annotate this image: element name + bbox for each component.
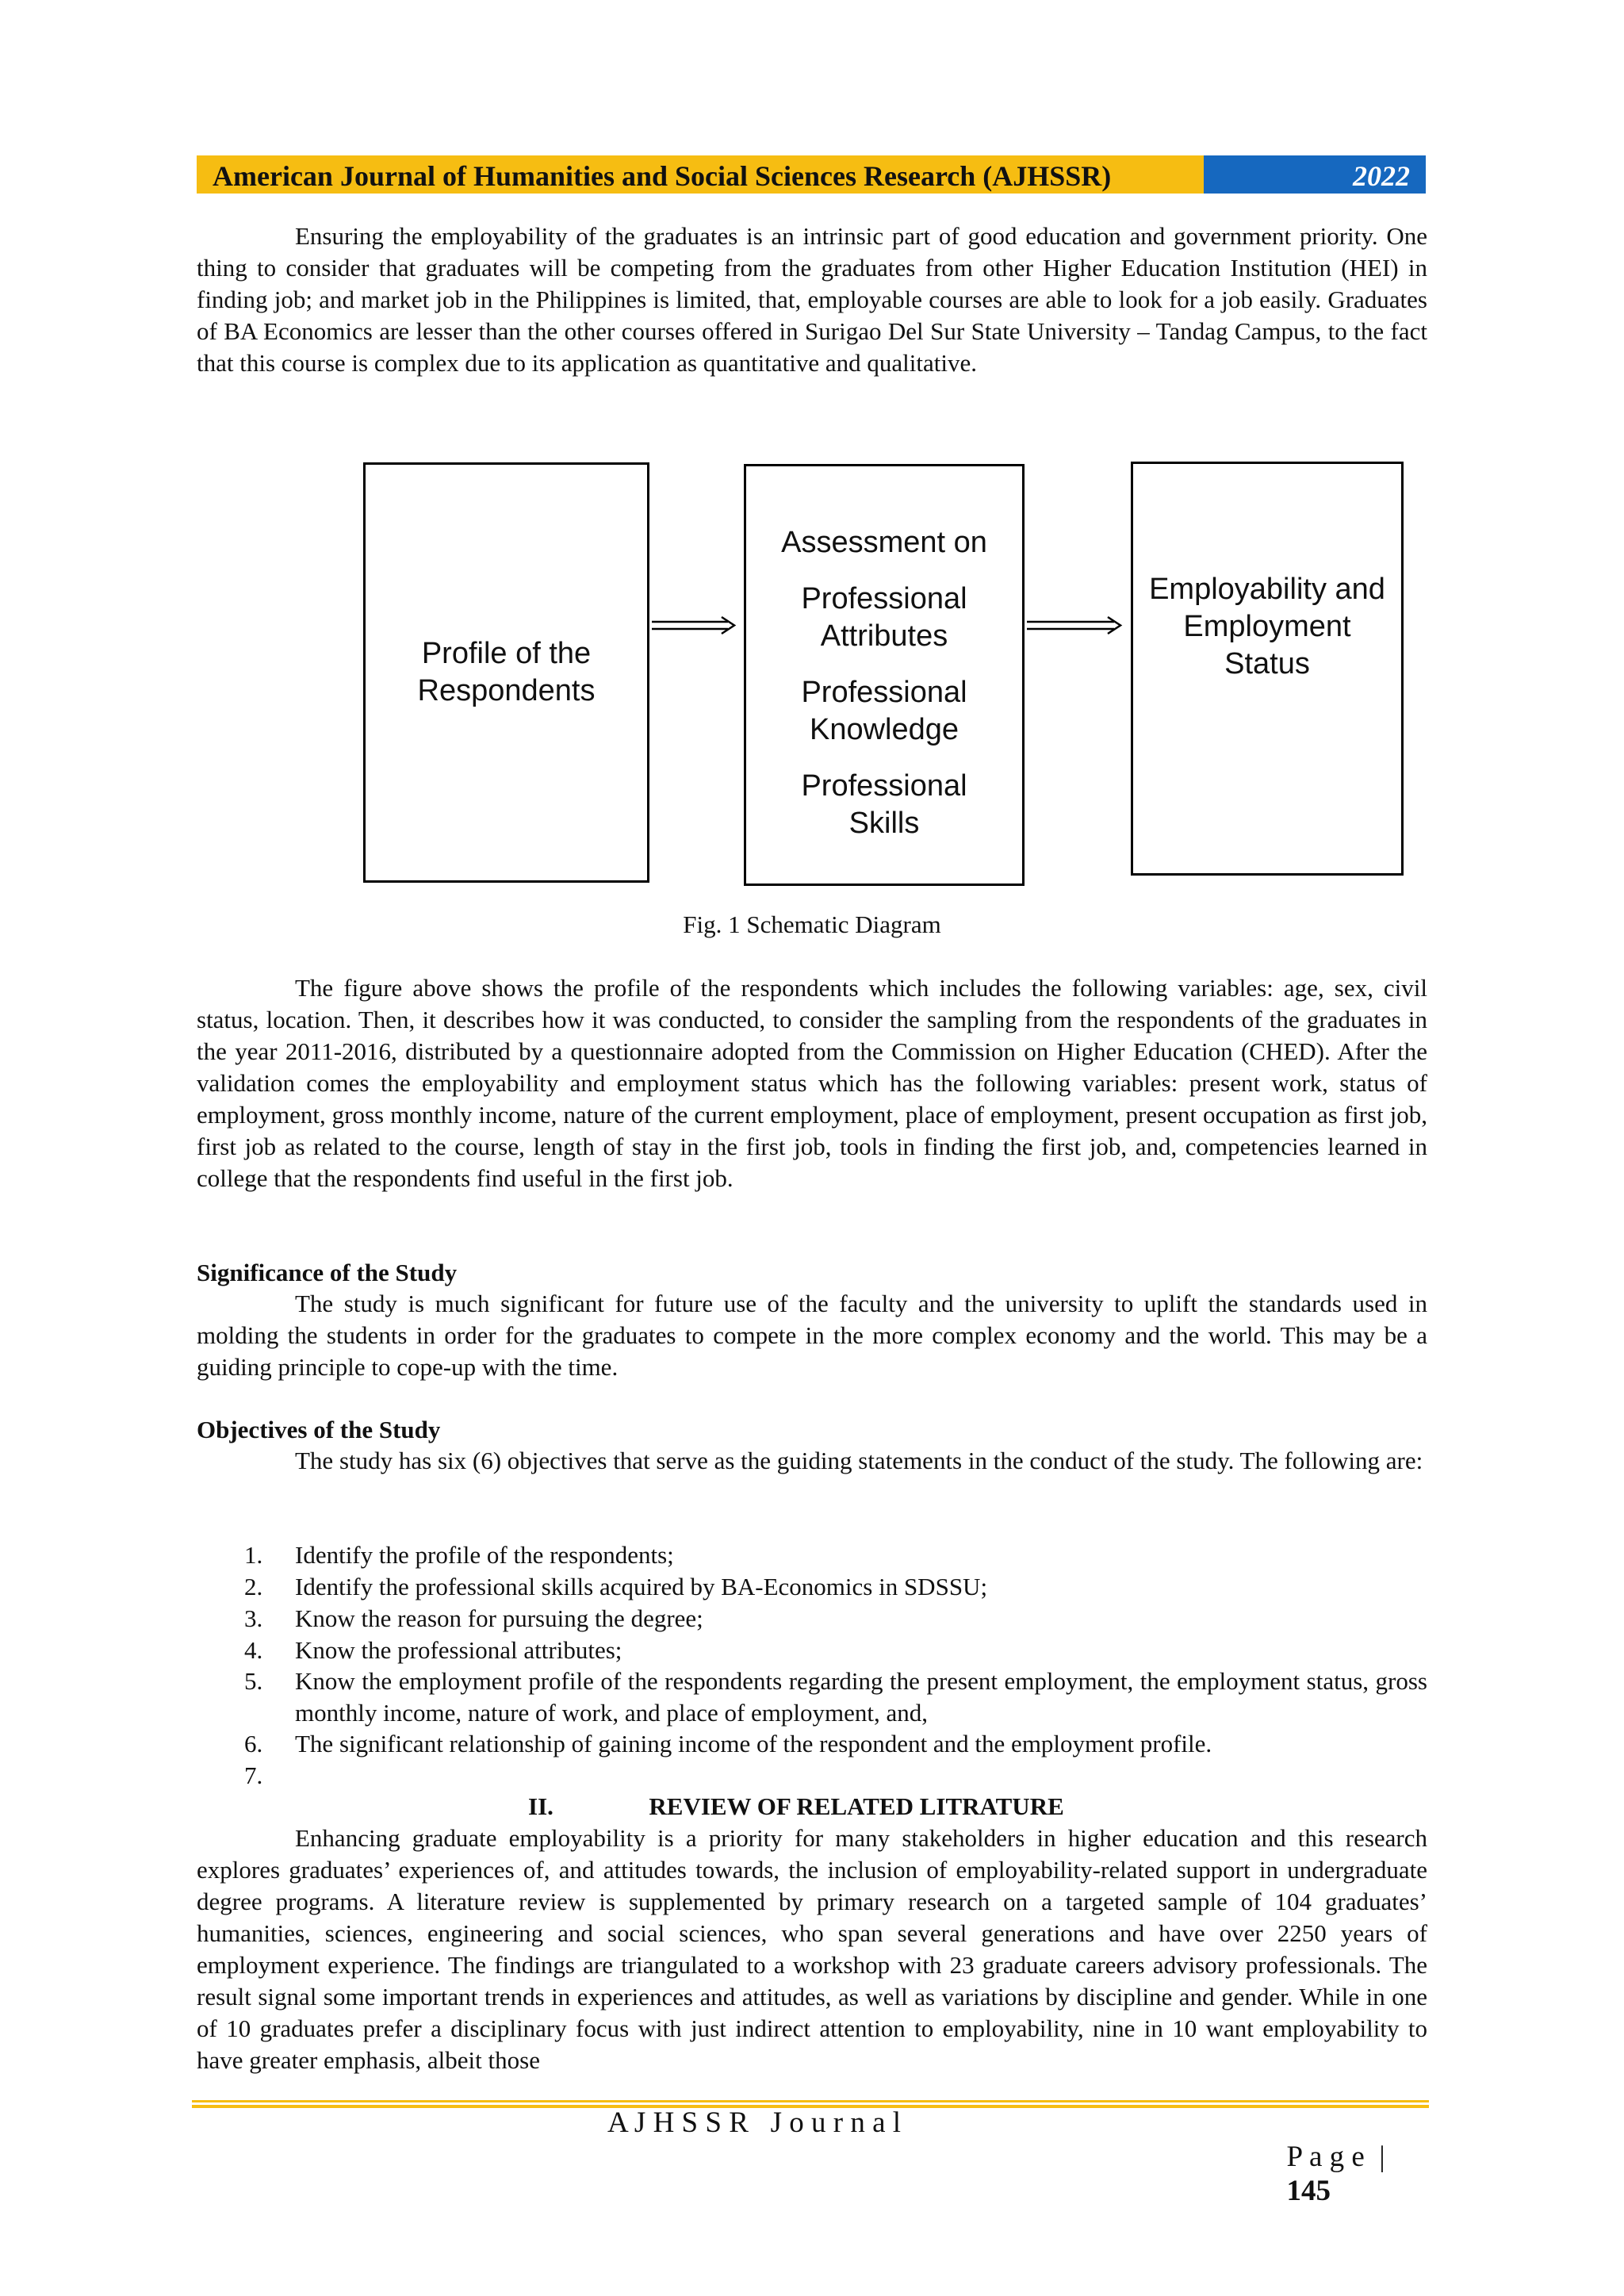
page-number: 145	[1286, 2175, 1331, 2207]
footer-page-label: P a g e |	[1286, 2141, 1385, 2173]
list-item-number: 2.	[244, 1573, 263, 1600]
diagram-box-profile	[363, 462, 649, 883]
list-item-text: Identify the profile of the respondents;	[295, 1541, 674, 1569]
figure-caption: Fig. 1 Schematic Diagram	[683, 910, 941, 938]
list-item-number: 1.	[244, 1541, 263, 1569]
list-item-number: 4.	[244, 1636, 263, 1664]
list-item-number: 7.	[244, 1761, 263, 1789]
objectives-paragraph: The study has six (6) objectives that serve as the guiding statements in the conduct of the study. The following are:	[295, 1447, 1423, 1474]
list-item-text: Know the employment profile of the respondents regarding the present employment, the employment status, gross monthly income, nature of work, and place of employment, and,	[295, 1667, 1427, 1727]
box-assessment-heading: Assessment on	[781, 525, 987, 559]
footer-page	[1272, 2106, 1385, 2208]
diagram-box-employability	[1131, 462, 1404, 876]
schematic-diagram	[0, 0, 1624, 896]
box-assessment-item-attributes: Professional Attributes	[801, 581, 967, 653]
section-heading	[528, 1791, 1064, 1823]
list-item-text: Know the reason for pursuing the degree;	[295, 1604, 703, 1632]
list-item-number: 3.	[244, 1604, 263, 1632]
publication-year: 2022	[1353, 160, 1410, 192]
diagram-box-assessment	[744, 464, 1025, 886]
footer-journal-name: A J H S S R J o u r n a l	[607, 2106, 902, 2139]
arrow-right-icon	[1025, 614, 1125, 638]
list-item-number: 5.	[244, 1667, 263, 1695]
figure-explanation-paragraph: The figure above shows the profile of the respondents which includes the following variables: age, sex, civil status, location. Then, it describes how it was conducted, to consider the sampling from the respondents of the graduates in the year 2011-2016, distributed by a questionnaire adopted from the Commission on Higher Education (CHED). After the validation comes the employability and employment status which has the following variables: present work, status of employment, gross monthly income, nature of the current employment, place of employment, present occupation as first job, first job as related to the course, length of stay in the first job, tools in finding the first job, and, competencies learned in college that the respondents find useful in the first job.	[197, 974, 1427, 1192]
significance-paragraph: The study is much significant for future use of the faculty and the university to uplift the standards used in molding the students in order for the graduates to compete in the more complex economy and the world. This may be a guiding principle to cope-up with the time.	[197, 1290, 1427, 1381]
objectives-heading: Objectives of the Study	[197, 1416, 441, 1443]
review-paragraph: Enhancing graduate employability is a priority for many stakeholders in higher education and this research explores graduates’ experiences of, and attitudes towards, the inclusion of employability-related support in undergraduate degree programs. A literature review is supplemented by primary research on a targeted sample of 104 graduates’ humanities, sciences, engineering and social sciences, who span several generations and have over 2250 years of employment experience. The findings are triangulated to a workshop with 23 graduate careers advisory professionals. The result signal some important trends in experiences and attitudes, as well as variations by discipline and gender. While in one of 10 graduates prefer a disciplinary focus with just indirect attention to employability, nine in 10 want employability to have greater emphasis, albeit those	[197, 1824, 1427, 2074]
significance-heading: Significance of the Study	[197, 1259, 458, 1286]
journal-title: American Journal of Humanities and Social Sciences Research (AJHSSR)	[213, 160, 1112, 192]
intro-paragraph: Ensuring the employability of the graduates is an intrinsic part of good education and government priority. One thing to consider that graduates will be competing from the graduates from other Higher Education Institution (HEI) in finding job; and market job in the Philippines is limited, that, employable courses are able to look for a job easily. Graduates of BA Economics are lesser than the other courses offered in Surigao Del Sur State University – Tandag Campus, to the fact that this course is complex due to its application as quantitative and qualitative.	[197, 222, 1427, 377]
list-item-text: Know the professional attributes;	[295, 1636, 622, 1664]
list-item-number: 6.	[244, 1730, 263, 1757]
box-assessment-item-knowledge: Professional Knowledge	[801, 675, 967, 746]
box-profile-label: Profile of the Respondents	[417, 637, 596, 707]
box-employability-label: Employability and Employment Status	[1149, 573, 1385, 680]
box-assessment-item-skills: Professional Skills	[801, 769, 967, 840]
section-number: II.	[528, 1792, 553, 1820]
list-item-text: Identify the professional skills acquired by BA-Economics in SDSSU;	[295, 1573, 988, 1600]
list-item-text: The significant relationship of gaining income of the respondent and the employment profile.	[295, 1730, 1212, 1757]
section-title: REVIEW OF RELATED LITRATURE	[649, 1792, 1064, 1820]
arrow-right-icon	[650, 614, 739, 638]
